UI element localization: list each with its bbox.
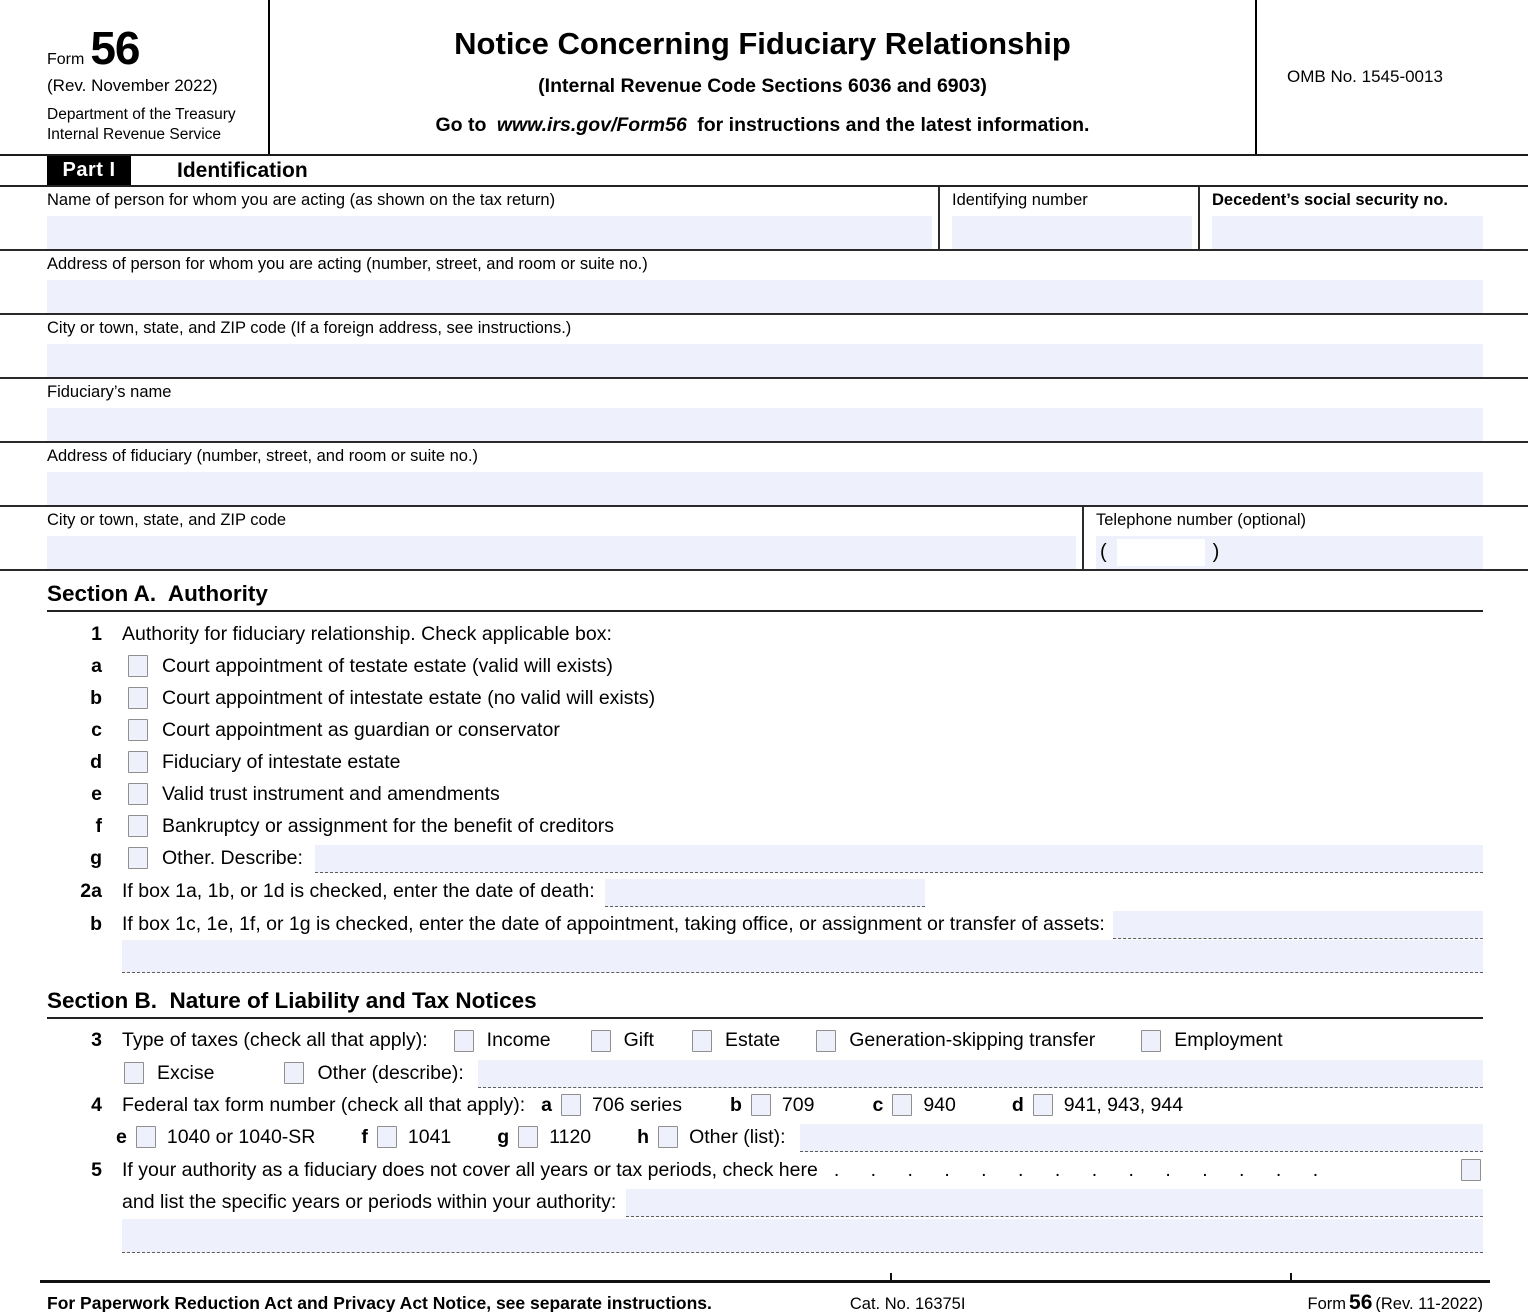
checkbox-709[interactable] [751,1094,771,1116]
row-fiduciary-name [0,379,1528,443]
part1-bar [0,156,1528,187]
paperwork-notice: For Paperwork Reduction Act and Privacy Act Notice, see separate instructions. [47,1293,712,1312]
checkbox-generation-skipping[interactable] [816,1030,836,1052]
decedent-ssn-input[interactable] [1212,216,1483,249]
form-label-other: Other (list): [689,1125,786,1148]
option-row-1f [47,810,1483,842]
telephone-input[interactable] [1096,536,1483,569]
form-label-1040: 1040 or 1040-SR [166,1125,316,1148]
form-letter-e: e [116,1125,127,1148]
form-label-706: 706 series [592,1093,682,1116]
address-acting-label: Address of person for whom you are acting (number, street, and room or suite no.) [47,255,648,273]
fiduciary-address-input[interactable] [47,472,1483,505]
tax-type-other: Other (describe): [317,1061,464,1084]
dot-leader: . . . . . . . . . . . . . . [833,1158,1319,1181]
form-label-709: 709 [781,1093,815,1116]
checkbox-estate[interactable] [692,1030,712,1052]
checkbox-limited-authority[interactable] [1461,1159,1481,1181]
line-2a-number: 2a [80,879,102,902]
checkbox-other-form[interactable] [658,1126,678,1148]
checkbox-1c[interactable] [128,719,148,741]
option-label-g: Other. Describe: [162,846,303,869]
line-2b-continuation [47,940,1483,974]
footer-tick-right [1290,1273,1292,1283]
option-letter-d: d [90,750,102,773]
form-header [0,0,1528,156]
option-row-1b [47,682,1483,714]
fiduciary-city-label: City or town, state, and ZIP code [47,511,287,529]
footer-revision: (Rev. 11-2022) [1375,1295,1483,1312]
tax-type-employment: Employment [1174,1029,1283,1051]
title-block [270,0,1255,154]
option-letter-a: a [91,654,102,677]
row-name-identifying-ssn [0,187,1528,251]
city-foreign-label: City or town, state, and ZIP code (If a foreign address, see instructions.) [47,319,572,337]
line-5-text: If your authority as a fiduciary does not cover all years or tax periods, check here [122,1158,818,1181]
line-5-continuation [47,1218,1483,1254]
option-letter-g: g [90,846,102,869]
date-of-appointment-input-continued[interactable] [122,940,1483,973]
checkbox-1e[interactable] [128,783,148,805]
checkbox-excise[interactable] [124,1062,144,1084]
phone-close-paren: ) [1212,541,1220,563]
checkbox-1120[interactable] [518,1126,538,1148]
checkbox-941-943-944[interactable] [1033,1094,1053,1116]
line-5-text2: and list the specific years or periods within your authority: [122,1191,617,1213]
telephone-label: Telephone number (optional) [1096,511,1307,529]
years-periods-input-continued[interactable] [122,1219,1483,1253]
line-5 [47,1153,1483,1187]
form-letter-h: h [637,1125,650,1148]
footer-form-number: 56 [1349,1291,1373,1312]
row-address-acting [0,251,1528,315]
line-5-number: 5 [91,1158,102,1181]
option-row-1e [47,778,1483,810]
checkbox-1041[interactable] [377,1126,397,1148]
line-2b [47,908,1483,940]
checkbox-940[interactable] [892,1094,912,1116]
tax-type-income: Income [486,1029,551,1051]
section-a-heading: Section A. Authority [47,571,1483,612]
line-1-text: Authority for fiduciary relationship. Check applicable box: [122,622,612,645]
form-letter-a: a [541,1093,553,1116]
line-3-text: Type of taxes (check all that apply): [122,1029,428,1051]
row-fiduciary-address [0,443,1528,507]
form-label-940: 940 [923,1093,956,1116]
city-foreign-input[interactable] [47,344,1483,377]
line-4-text: Federal tax form number (check all that apply): [122,1093,526,1116]
fiduciary-name-input[interactable] [47,408,1483,441]
date-of-death-input[interactable] [605,879,925,907]
line-4-row2 [47,1121,1483,1153]
footer-form-id [1308,1291,1483,1312]
date-of-appointment-input[interactable] [1113,911,1483,939]
option-label-c: Court appointment as guardian or conservator [162,718,560,741]
revision-date: (Rev. November 2022) [47,76,218,96]
line-1-number: 1 [91,622,102,645]
line-2b-text: If box 1c, 1e, 1f, or 1g is checked, enter the date of appointment, taking office, or assignment or transfer of assets: [122,912,1105,935]
form-label-1120: 1120 [549,1125,592,1148]
row-city-telephone [0,507,1528,571]
line-2b-number: b [90,912,102,935]
line-4 [47,1089,1483,1121]
line-4-number: 4 [91,1093,102,1116]
form-label-1041: 1041 [407,1125,452,1148]
option-label-e: Valid trust instrument and amendments [162,782,500,805]
catalog-number: Cat. No. 16375I [849,1295,966,1312]
fiduciary-address-label: Address of fiduciary (number, street, and room or suite no.) [47,447,479,465]
goto-suffix: for instructions and the latest information. [697,114,1090,136]
form-letter-c: c [872,1093,884,1116]
form-letter-b: b [730,1093,742,1116]
form-id-block [0,0,270,154]
row-city-foreign [0,315,1528,379]
section-b-heading: Section B. Nature of Liability and Tax Notices [47,974,1483,1019]
other-form-list-input[interactable] [800,1124,1484,1152]
checkbox-1a[interactable] [128,655,148,677]
checkbox-1040[interactable] [136,1126,156,1148]
form-letter-g: g [497,1125,510,1148]
address-acting-input[interactable] [47,280,1483,313]
footer-tick-left [890,1273,892,1283]
line-1 [47,618,1483,650]
option-letter-b: b [90,686,102,709]
identifying-number-label: Identifying number [952,191,1088,209]
option-row-1g [47,842,1483,874]
line-2a [47,874,1483,908]
option-label-f: Bankruptcy or assignment for the benefit of creditors [162,814,614,837]
part1-label: Part I [47,156,131,185]
name-acting-label: Name of person for whom you are acting (as shown on the tax return) [47,191,556,209]
part1-title: Identification [177,158,308,182]
decedent-ssn-label: Decedent’s social security no. [1212,191,1448,209]
footer [47,1291,1483,1312]
form-label-941-943-944: 941, 943, 944 [1063,1093,1184,1116]
checkbox-gift[interactable] [591,1030,611,1052]
option-letter-c: c [91,718,102,741]
other-describe-input[interactable] [315,845,1483,873]
footer-rule [40,1280,1490,1283]
tax-type-gift: Gift [623,1029,654,1051]
line-3 [47,1024,1483,1057]
option-label-b: Court appointment of intestate estate (no valid will exists) [162,686,656,709]
checkbox-1d[interactable] [128,751,148,773]
option-row-1d [47,746,1483,778]
checkbox-other-tax[interactable] [284,1062,304,1084]
option-label-d: Fiduciary of intestate estate [162,750,401,773]
years-periods-input[interactable] [626,1189,1483,1217]
footer-form-word: Form [1307,1295,1347,1312]
form-letter-d: d [1011,1093,1024,1116]
tax-type-generation-skipping: Generation-skipping transfer [849,1029,1096,1051]
area-code-input[interactable] [1117,539,1205,566]
option-letter-e: e [91,782,102,805]
department-line: Department of the Treasury [47,106,236,124]
line-5-row2 [47,1187,1483,1218]
checkbox-income[interactable] [454,1030,474,1052]
other-tax-describe-input[interactable] [478,1060,1483,1088]
fiduciary-name-label: Fiduciary’s name [47,383,172,401]
identifying-number-input[interactable] [952,216,1192,249]
line-3-number: 3 [91,1029,102,1051]
tax-type-estate: Estate [724,1029,781,1051]
option-row-1c [47,714,1483,746]
phone-open-paren: ( [1100,541,1107,563]
name-acting-input[interactable] [47,216,932,249]
irs-url: www.irs.gov/Form56 [496,114,687,136]
form-title: Notice Concerning Fiduciary Relationship [454,26,1071,61]
omb-number: OMB No. 1545-0013 [1287,67,1443,86]
tax-type-excise: Excise [157,1061,215,1084]
checkbox-706-series[interactable] [561,1094,581,1116]
line-2a-text: If box 1a, 1b, or 1d is checked, enter the date of death: [122,879,595,902]
option-label-a: Court appointment of testate estate (valid will exists) [162,654,613,677]
form-letter-f: f [361,1125,368,1148]
form-subtitle: (Internal Revenue Code Sections 6036 and 6903) [538,75,987,97]
checkbox-employment[interactable] [1141,1030,1161,1052]
form-number: 56 [90,22,140,74]
checkbox-1g[interactable] [128,847,148,869]
option-row-1a [47,650,1483,682]
agency-line: Internal Revenue Service [47,125,222,143]
checkbox-1b[interactable] [128,687,148,709]
checkbox-1f[interactable] [128,815,148,837]
form-word: Form [47,51,85,68]
option-letter-f: f [95,814,102,837]
goto-prefix: Go to [435,114,487,136]
goto-line [270,114,1255,137]
fiduciary-city-input[interactable] [47,536,1076,569]
line-3-row2 [47,1057,1483,1089]
